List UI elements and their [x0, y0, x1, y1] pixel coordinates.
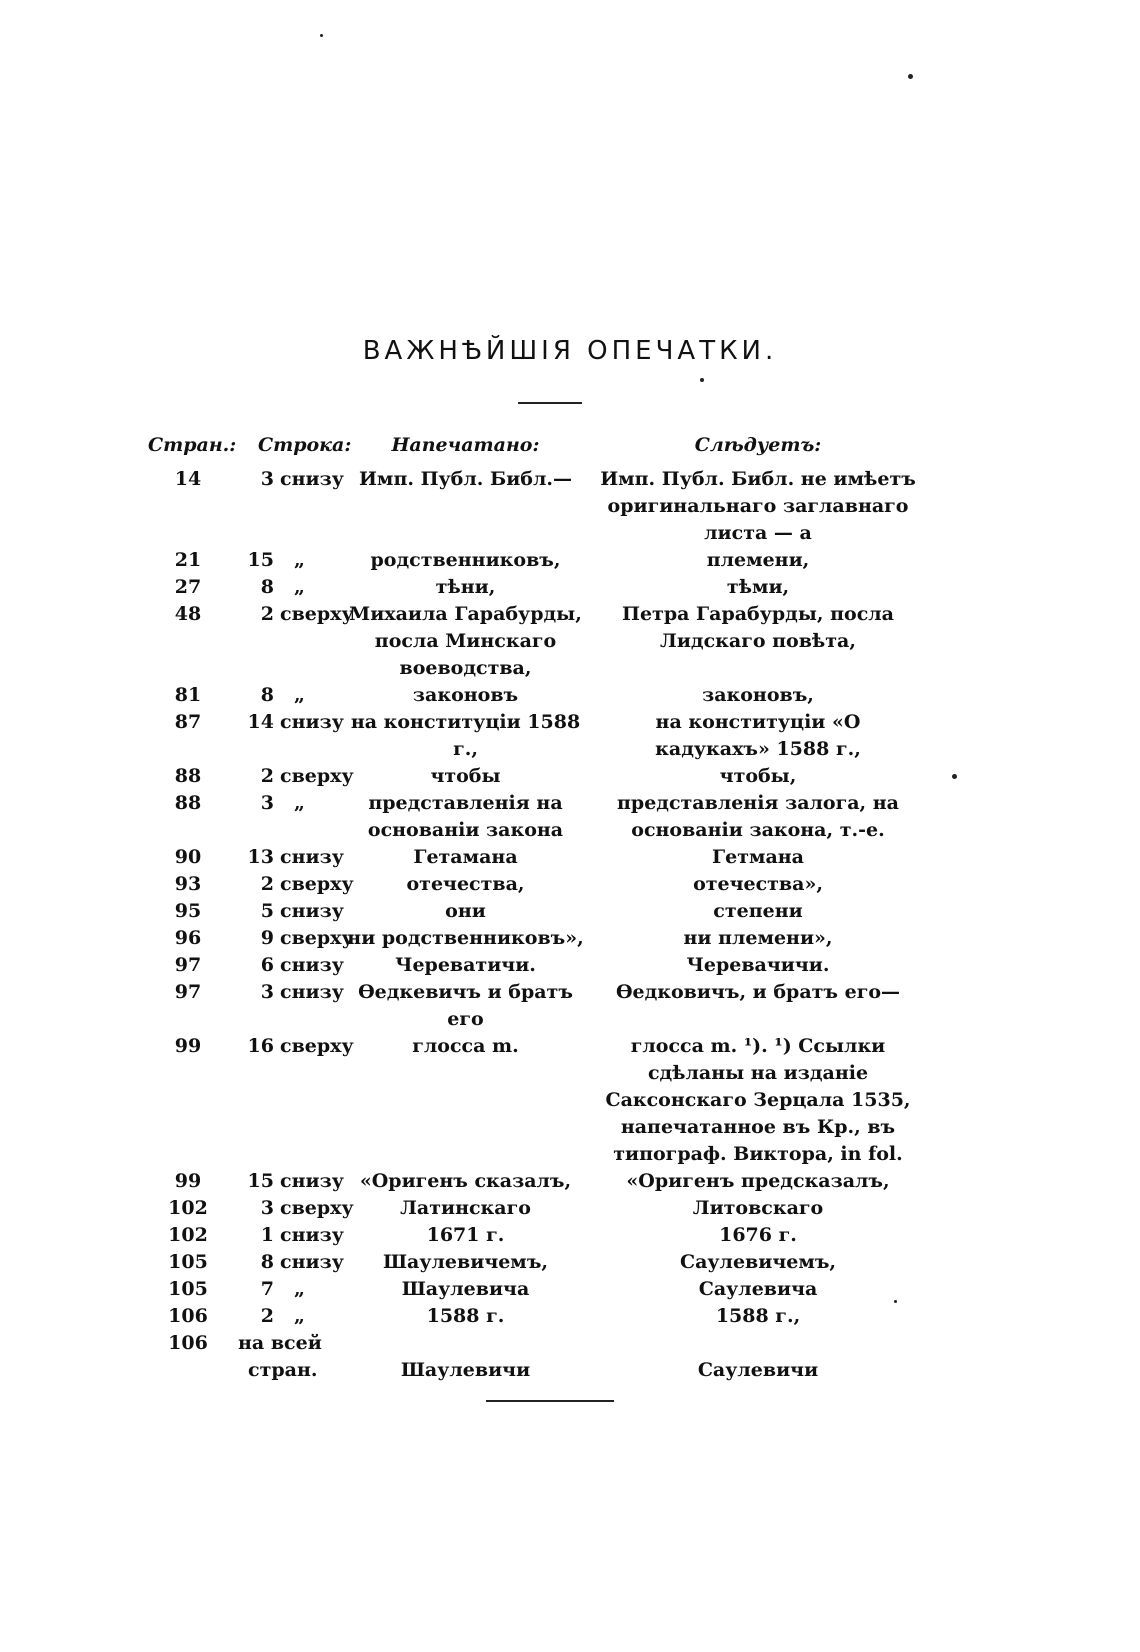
row-page: 14 [174, 468, 202, 490]
row-line-part: стран. [248, 1359, 318, 1381]
errata-row [148, 1249, 988, 1276]
row-page: 95 [174, 900, 202, 922]
errata-header [148, 434, 988, 466]
row-page: 96 [174, 927, 202, 949]
row-page: 106 [168, 1332, 208, 1354]
row-line [228, 601, 354, 682]
print-speck [700, 378, 704, 382]
errata-row [148, 574, 988, 601]
errata-row [148, 1033, 988, 1168]
errata-rows [148, 466, 988, 1330]
row-line-direction: сверху [280, 927, 354, 949]
row-line-direction: снизу [280, 1224, 344, 1246]
row-line [228, 682, 338, 709]
row-line-number: 1 [260, 1224, 274, 1246]
row-line [228, 898, 344, 925]
row-line-number: 2 [260, 603, 274, 625]
row-line-direction: снизу [280, 846, 344, 868]
row-printed: глосса m. [412, 1035, 519, 1057]
row-printed: Имп. Публ. Библ.— [358, 468, 572, 490]
row-line [228, 1168, 344, 1195]
row-printed: представленія на основаніи закона [367, 792, 564, 841]
row-line [228, 844, 344, 871]
row-correct: отечества», [693, 873, 823, 895]
errata-row [148, 844, 988, 871]
row-line-number: 5 [260, 900, 274, 922]
row-line-number: 8 [260, 576, 274, 598]
row-page: 81 [174, 684, 202, 706]
row-printed: законовъ [412, 684, 519, 706]
row-line [228, 790, 338, 844]
row-printed: Ѳедкевичъ и братъ его [358, 981, 573, 1030]
header-page: Стран.: [148, 434, 237, 456]
row-correct: на конституціи «О кадукахъ» 1588 г., [655, 711, 861, 760]
row-printed: Череватичи. [395, 954, 536, 976]
row-correct: чтобы, [719, 765, 797, 787]
errata-row [148, 952, 988, 979]
row-line [228, 1330, 338, 1384]
row-line [228, 547, 338, 574]
row-line-part: на всей [238, 1332, 322, 1354]
errata-row [148, 790, 988, 844]
errata-row [148, 1195, 988, 1222]
row-line-number: 8 [260, 684, 274, 706]
row-correct: Черевачичи. [686, 954, 830, 976]
errata-row [148, 1276, 988, 1303]
errata-row [148, 763, 988, 790]
row-page: 97 [174, 954, 202, 976]
row-line [228, 466, 344, 547]
row-page: 97 [174, 981, 202, 1003]
row-correct: Ѳедковичъ, и братъ его— [615, 981, 901, 1003]
row-correct: Гетмана [711, 846, 804, 868]
row-correct: Саулевича [698, 1278, 818, 1300]
errata-row [148, 871, 988, 898]
row-page: 88 [174, 765, 202, 787]
row-line-direction: „ [294, 684, 305, 706]
row-line-number: 9 [260, 927, 274, 949]
errata-row [148, 898, 988, 925]
errata-row [148, 547, 988, 574]
header-printed: Напечатано: [391, 434, 540, 456]
print-speck [908, 74, 913, 79]
row-line-direction: снизу [280, 711, 344, 733]
row-page: 102 [168, 1224, 208, 1246]
row-printed: 1588 г. [426, 1305, 505, 1327]
row-line-number: 3 [260, 468, 274, 490]
row-correct: Петра Гарабурды, посла Лидскаго повѣта, [622, 603, 894, 652]
row-line-number: 15 [247, 549, 274, 571]
row-line [228, 871, 354, 898]
row-line [228, 1033, 354, 1168]
row-printed: «Оригенъ сказалъ, [359, 1170, 572, 1192]
errata-row [148, 1222, 988, 1249]
row-line-number: 13 [247, 846, 274, 868]
row-line [228, 574, 338, 601]
row-printed: тѣни, [435, 576, 496, 598]
row-page: 87 [174, 711, 202, 733]
errata-row [148, 925, 988, 952]
row-page: 105 [168, 1251, 208, 1273]
row-correct: представленія залога, на основаніи закона, т.-е. [617, 792, 899, 841]
row-printed: Латинскаго [400, 1197, 531, 1219]
footer-divider [486, 1400, 614, 1402]
row-printed: Михаила Гарабурды, посла Минскаго воеводства, [349, 603, 582, 679]
row-page: 93 [174, 873, 202, 895]
errata-row [148, 979, 988, 1033]
row-line-direction: сверху [280, 603, 354, 625]
row-correct: законовъ, [702, 684, 814, 706]
row-line-number: 8 [260, 1251, 274, 1273]
row-correct: племени, [706, 549, 810, 571]
row-line-number: 16 [247, 1035, 274, 1057]
errata-table [148, 434, 988, 1384]
row-line-number: 3 [260, 981, 274, 1003]
row-line-direction: снизу [280, 1251, 344, 1273]
row-line [228, 952, 344, 979]
row-correct-text: Саулевичи [697, 1359, 819, 1381]
row-correct: степени [713, 900, 803, 922]
row-line [228, 1276, 338, 1303]
row-line [228, 1222, 344, 1249]
row-line [228, 763, 354, 790]
header-correct: Слѣдуетъ: [694, 434, 822, 456]
row-page: 21 [174, 549, 202, 571]
row-printed: они [445, 900, 486, 922]
row-correct: тѣми, [726, 576, 790, 598]
row-printed [338, 1330, 593, 1384]
row-line-direction: „ [294, 1305, 305, 1327]
errata-row [148, 709, 988, 763]
row-line [228, 1249, 344, 1276]
row-line-direction: снизу [280, 1170, 344, 1192]
row-page: 105 [168, 1278, 208, 1300]
row-line-number: 3 [260, 1197, 274, 1219]
row-page: 99 [174, 1170, 202, 1192]
row-line-number: 2 [260, 873, 274, 895]
row-line-direction: сверху [280, 873, 354, 895]
row-line-number: 2 [260, 1305, 274, 1327]
row-line-direction: снизу [280, 981, 344, 1003]
row-line-direction: снизу [280, 468, 344, 490]
row-line [228, 709, 344, 763]
row-line-direction: снизу [280, 900, 344, 922]
row-line-direction: „ [294, 576, 305, 598]
row-line-number: 2 [260, 765, 274, 787]
row-page: 27 [174, 576, 202, 598]
row-line-direction: сверху [280, 1197, 354, 1219]
row-printed: ни родственниковъ», [347, 927, 584, 949]
row-correct: Имп. Публ. Библ. не имѣетъ оригинальнаго заглавнаго листа — а [600, 468, 916, 544]
row-line-direction: „ [294, 549, 305, 571]
row-correct: 1676 г. [719, 1224, 797, 1246]
row-correct: Литовскаго [692, 1197, 824, 1219]
errata-row [148, 1303, 988, 1330]
row-page: 99 [174, 1035, 202, 1057]
row-page: 88 [174, 792, 202, 814]
row-printed: родственниковъ, [370, 549, 561, 571]
row-line [228, 979, 344, 1033]
row-printed: Шаулевичемъ, [382, 1251, 549, 1273]
row-printed: Шаулевича [401, 1278, 530, 1300]
page-title: ВАЖНѢЙШІЯ ОПЕЧАТКИ. [362, 336, 778, 366]
row-line-direction: „ [294, 792, 305, 814]
row-printed: отечества, [406, 873, 525, 895]
row-correct: 1588 г., [715, 1305, 801, 1327]
row-printed-text: Шаулевичи [400, 1359, 531, 1381]
row-correct: Саулевичемъ, [679, 1251, 837, 1273]
row-correct: «Оригенъ предсказалъ, [626, 1170, 890, 1192]
row-line [228, 1303, 338, 1330]
errata-row [148, 601, 988, 682]
header-line: Строка: [258, 434, 352, 456]
errata-row [148, 682, 988, 709]
row-page: 48 [174, 603, 202, 625]
row-page: 102 [168, 1197, 208, 1219]
row-printed: Гетамана [413, 846, 518, 868]
row-correct [593, 1330, 923, 1384]
row-line-number: 3 [260, 792, 274, 814]
row-line [228, 925, 354, 952]
row-printed: 1671 г. [426, 1224, 505, 1246]
row-correct: ни племени», [683, 927, 833, 949]
row-printed: на конституціи 1588 г., [350, 711, 581, 760]
errata-row [148, 466, 988, 547]
row-line-direction: сверху [280, 1035, 354, 1057]
row-line-number: 15 [247, 1170, 274, 1192]
row-line-direction: снизу [280, 954, 344, 976]
row-page: 90 [174, 846, 202, 868]
row-line [228, 1195, 354, 1222]
errata-row [148, 1168, 988, 1195]
row-correct: глосса m. ¹). ¹) Ссылки сдѣланы на изданіе Саксонскаго Зерцала 1535, напечатанное въ Кр., въ типограф. Виктора, in fol. [605, 1035, 911, 1165]
row-line-direction: сверху [280, 765, 354, 787]
print-speck [320, 34, 323, 37]
row-line-number: 7 [260, 1278, 274, 1300]
row-page: 106 [168, 1305, 208, 1327]
row-line-number: 14 [247, 711, 274, 733]
row-line-direction: „ [294, 1278, 305, 1300]
row-line-number: 6 [260, 954, 274, 976]
errata-row [148, 1330, 988, 1384]
row-printed: чтобы [430, 765, 501, 787]
title-divider [518, 402, 582, 404]
